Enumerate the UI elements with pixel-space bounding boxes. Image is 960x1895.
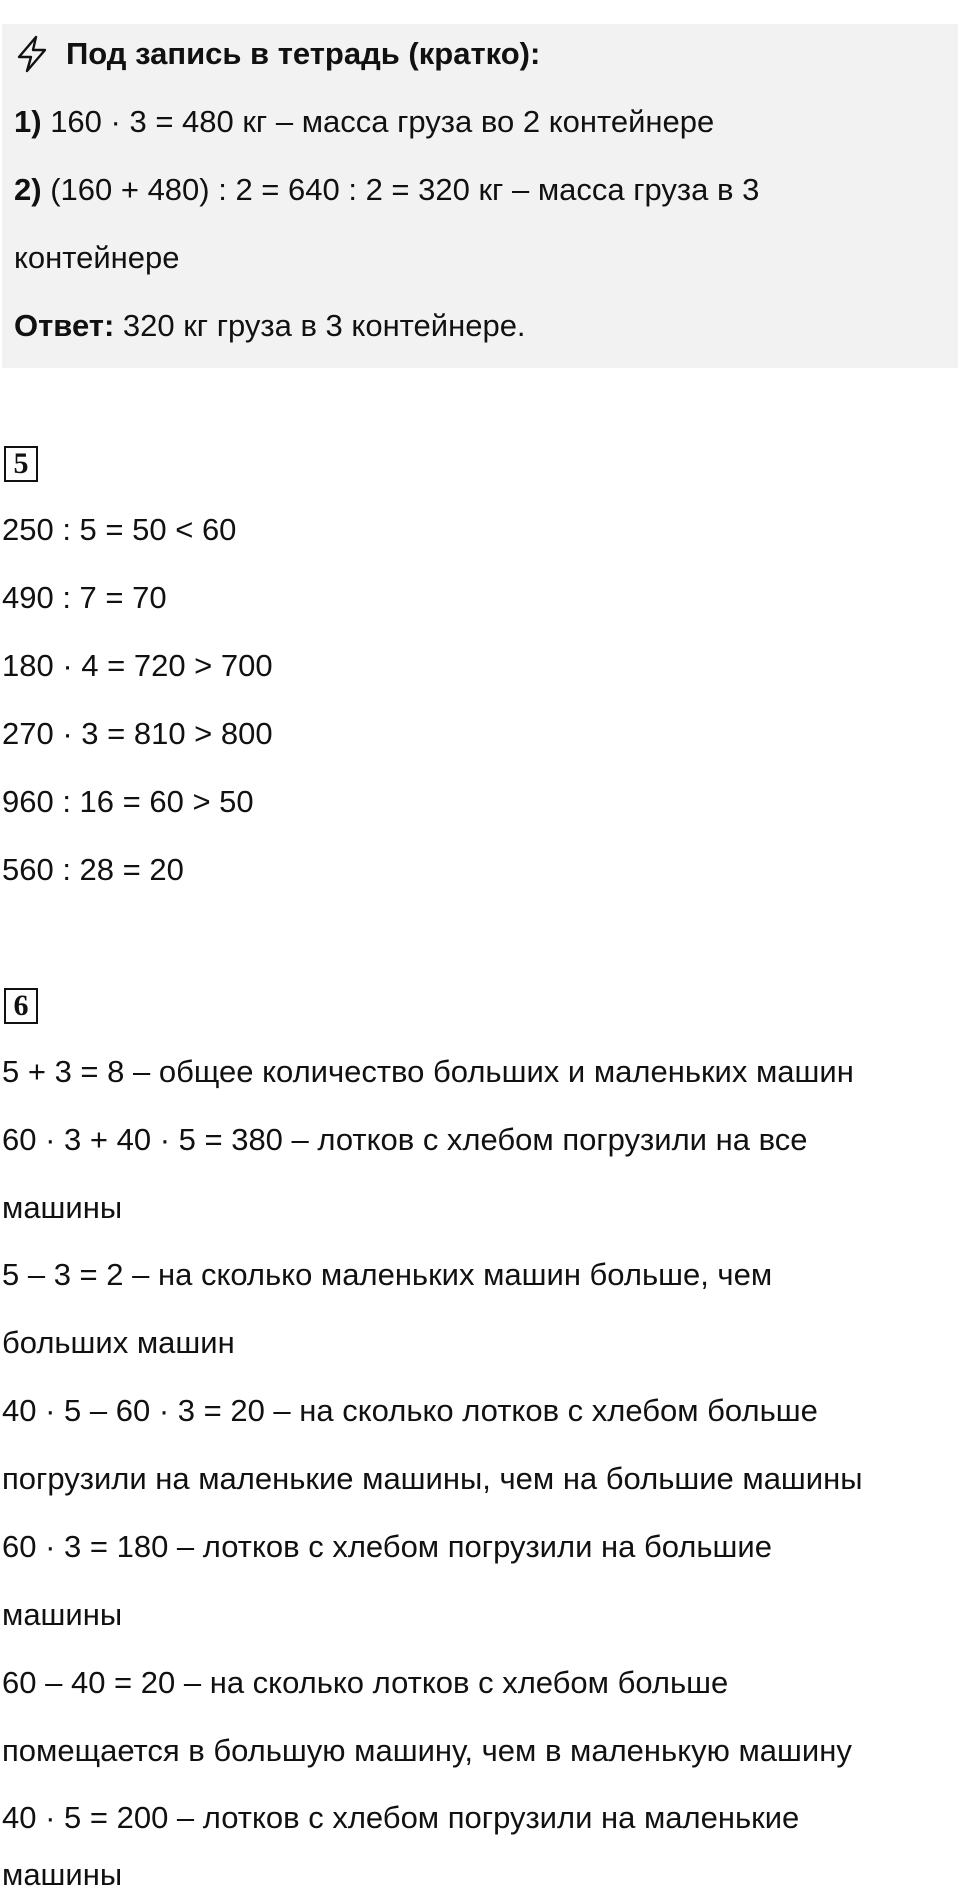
task-5-number: 5 [4,446,38,482]
task-6-line: помещается в большую машину, чем в маленькую машину [2,1733,852,1768]
task-6-line: машины [2,1597,123,1632]
task-6-line: погрузили на маленькие машины, чем на большие машины [2,1461,863,1496]
task-6-line: 40 · 5 – 60 · 3 = 20 – на сколько лотков с хлебом больше [2,1393,818,1428]
note-header [12,32,540,76]
task-5-line: 270 · 3 = 810 > 800 [2,716,273,751]
task-5-line: 250 : 5 = 50 < 60 [2,512,237,547]
task-5-line: 560 : 28 = 20 [2,852,184,887]
task-6-number: 6 [4,988,38,1024]
note-step-2 [14,170,759,210]
task-5-line: 490 : 7 = 70 [2,580,167,615]
task-6-line: 60 · 3 + 40 · 5 = 380 – лотков с хлебом погрузили на все [2,1122,808,1157]
note-answer [14,306,526,346]
task-6-line: 60 · 3 = 180 – лотков с хлебом погрузили на большие [2,1529,772,1564]
task-6-line: 40 · 5 = 200 – лотков с хлебом погрузили на маленькие [2,1800,800,1835]
task-6-line: машины [2,1190,123,1225]
note-step-1-text: 160 · 3 = 480 кг – масса груза во 2 контейнере [41,104,715,139]
note-step-1 [14,102,714,142]
note-title: Под запись в тетрадь (кратко): [66,36,541,71]
task-6-line: больших машин [2,1325,235,1360]
task-6-line: 60 – 40 = 20 – на сколько лотков с хлебом больше [2,1665,729,1700]
task-6-line: 5 + 3 = 8 – общее количество больших и маленьких машин [2,1054,854,1089]
note-step-1-label: 1) [14,104,42,139]
note-answer-text: 320 кг груза в 3 контейнере. [114,308,526,343]
task-5-line: 180 · 4 = 720 > 700 [2,648,273,683]
note-answer-label: Ответ: [14,308,115,343]
note-step-2-continuation: контейнере [14,240,180,275]
task-5-line: 960 : 16 = 60 > 50 [2,784,254,819]
task-6-line: машины [2,1857,123,1892]
task-6-line: 5 – 3 = 2 – на сколько маленьких машин больше, чем [2,1257,773,1292]
note-step-2-text: (160 + 480) : 2 = 640 : 2 = 320 кг – масса груза в 3 [41,172,760,207]
lightning-icon [12,34,52,74]
note-step-2-label: 2) [14,172,42,207]
